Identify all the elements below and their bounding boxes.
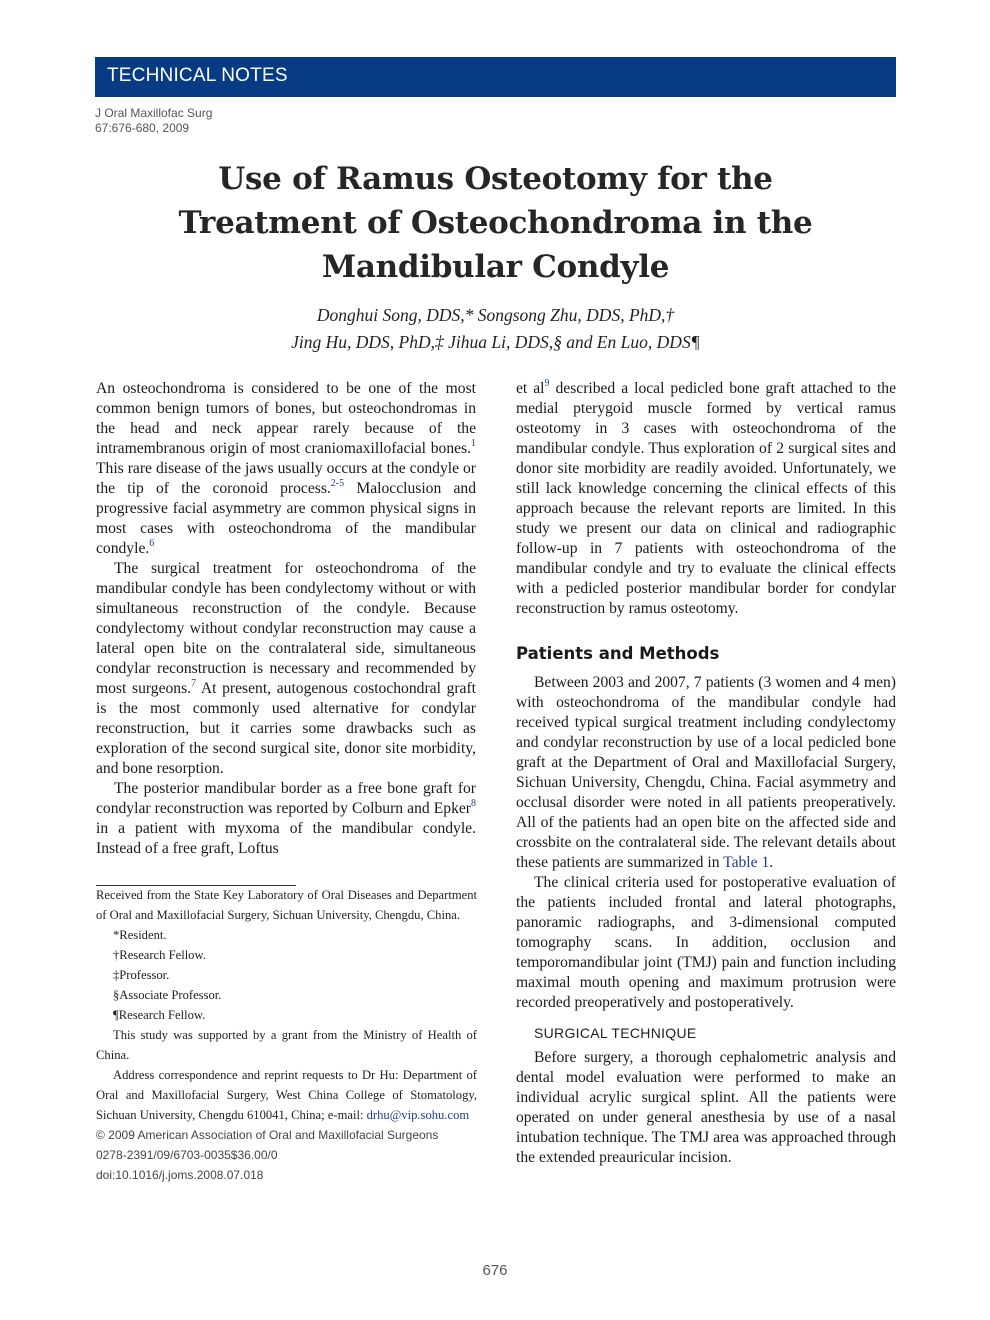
footnote-role: §Associate Professor. [113, 988, 222, 1002]
left-column [96, 379, 476, 859]
section-banner [95, 57, 896, 97]
title-line: Use of Ramus Osteotomy for the [218, 161, 773, 197]
right-column [516, 379, 896, 1168]
footnote-doi[interactable]: doi:10.1016/j.joms.2008.07.018 [96, 1168, 264, 1182]
footnote-role: *Resident. [113, 928, 167, 942]
footnote-correspondence: Address correspondence and reprint requests to Dr Hu: Department of Oral and Maxillofacial Surgery, West China College of Stomatology, Sichuan University, Chengdu 610041, China; e-mail: drhu@vip.sohu.com [96, 1068, 477, 1122]
journal-name: J Oral Maxillofac Surg [95, 106, 213, 120]
body-paragraph: An osteochondroma is considered to be one of the most common benign tumors of bones, but osteochondromas in the head and neck appear rarely because of the intramembranous origin of most craniomaxillofacial bones.$^1$ This rare disease of the jaws usually occurs at the condyle or the tip of the coronoid process.$^{2-5}$ Malocclusion and progressive facial asymmetry are common physical signs in most cases with osteochondroma of the mandibular condyle.$^6$ [96, 380, 476, 557]
footnote-role: †Research Fellow. [113, 948, 206, 962]
body-paragraph: Before surgery, a thorough cephalometric analysis and dental model evaluation were performed to make an individual acrylic surgical splint. All the patients were operated on under general anesthesia by use of a nasal intubation technique. The TMJ area was approached through the extended preauricular incision. [516, 1049, 896, 1166]
body-paragraph: Between 2003 and 2007, 7 patients (3 women and 4 men) with osteochondroma of the mandibular condyle had received typical surgical treatment including condylectomy and condylar reconstruction by use of a local pedicled bone graft at the Department of Oral and Maxillofacial Surgery, Sichuan University, Chengdu, China. Facial asymmetry and occlusal disorder were noted in all patients preoperatively. All of the patients had an open bite on the affected side and crossbite on the contralateral side. The relevant details about these patients are summarized in Table 1. [516, 674, 896, 871]
title-line: Mandibular Condyle [321, 249, 670, 285]
author-list [95, 302, 896, 356]
page-number: 676 [482, 1262, 508, 1279]
footnotes [96, 885, 477, 1185]
email-link[interactable]: drhu@vip.sohu.com [366, 1108, 470, 1122]
body-paragraph: et $al^9$ described a local pedicled bone graft attached to the medial pterygoid muscle formed by vertical ramus osteotomy in 3 cases with osteochondroma of the mandibular condyle. Thus exploration of 2 surgical sites and donor site morbidity are readily avoided. Unfortunately, we still lack knowledge concerning the clinical effects of this approach because the relevant reports are limited. In this study we present our data on clinical and radiographic follow-up in 7 patients with osteochondroma of the mandibular condyle and try to evaluate the clinical effects with a pedicled posterior mandibular border for condylar reconstruction by ramus osteotomy. [516, 378, 896, 617]
section-heading: Patients and Methods [516, 644, 720, 663]
journal-citation: 67:676-680, 2009 [95, 121, 190, 135]
footnote-issn: 0278-2391/09/6703-0035$36.00/0 [96, 1148, 278, 1162]
footnote-role: ‡Professor. [113, 968, 170, 982]
table-link[interactable]: Table 1 [723, 854, 770, 871]
title-line: Treatment of Osteochondroma in the [178, 205, 813, 241]
footnote-role: ¶Research Fellow. [113, 1008, 206, 1022]
author-line: Jing Hu, DDS, PhD,‡ Jihua Li, DDS,§ and En Luo, DDS¶ [291, 332, 700, 352]
footnote-received: Received from the State Key Laboratory of Oral Diseases and Department of Oral and Maxillofacial Surgery, Sichuan University, Chengdu, China. [96, 888, 477, 922]
reference-link[interactable]: 7 [191, 678, 197, 689]
footnote-grant: This study was supported by a grant from the Ministry of Health of China. [96, 1028, 477, 1062]
reference-link[interactable]: 2-5 [330, 478, 345, 489]
body-paragraph: The clinical criteria used for postoperative evaluation of the patients included frontal and lateral photographs, panoramic radiographs, and 3-dimensional computed tomography scans. In addition, occlusion and temporomandibular joint (TMJ) pain and function including maximal mouth opening and maximum protrusion were recorded preoperatively and postoperatively. [516, 874, 896, 1011]
footnote-copyright: © 2009 American Association of Oral and Maxillofacial Surgeons [96, 1128, 439, 1142]
reference-link[interactable]: 6 [149, 538, 155, 549]
journal-reference [95, 106, 212, 136]
section-label: TECHNICAL NOTES [107, 65, 288, 86]
subsection-heading: SURGICAL TECHNIQUE [534, 1025, 697, 1041]
reference-link[interactable]: 8 [471, 798, 476, 809]
article-title [95, 157, 896, 289]
body-paragraph: The posterior mandibular border as a free bone graft for condylar reconstruction was reported by Colburn and Epker$^8$ in a patient with myxoma of the mandibular condyle. Instead of a free graft, Loftus [96, 780, 476, 857]
reference-link[interactable]: 9 [544, 378, 550, 389]
body-paragraph: The surgical treatment for osteochondroma of the mandibular condyle has been condylectomy without or with simultaneous reconstruction of the condyle. Because condylectomy without condylar reconstruction may cause a lateral open bite on the contralateral side, simultaneous condylar reconstruction is necessary and recommended by most surgeons.$^7$ At present, autogenous costochondral graft is the most commonly used alternative for condylar reconstruction, but it carries some drawbacks such as exploration of the second surgical site, donor site morbidity, and bone resorption. [96, 560, 477, 777]
reference-link[interactable]: 1 [471, 438, 476, 449]
author-line: Donghui Song, DDS,* Songsong Zhu, DDS, PhD,† [316, 305, 675, 325]
